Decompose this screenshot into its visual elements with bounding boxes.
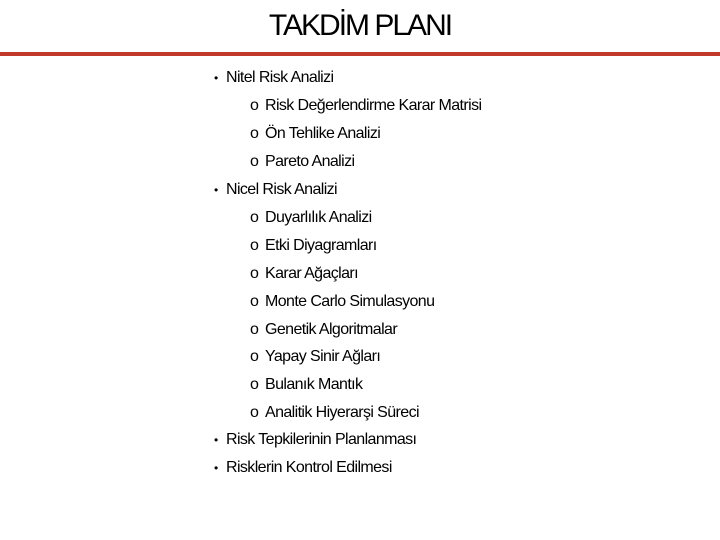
list-item [214, 456, 392, 480]
list-item-text: Nitel Risk Analizi [226, 69, 334, 86]
list-item [250, 345, 380, 369]
list-item-text: Karar Ağaçları [265, 265, 358, 282]
list-item-text: Yapay Sinir Ağları [265, 348, 381, 365]
sub-bullet-marker: o [250, 321, 259, 338]
list-item [250, 122, 380, 146]
list-item [250, 234, 377, 258]
sub-bullet-marker: o [250, 237, 259, 254]
sub-bullet-marker: o [250, 265, 259, 282]
bullet-marker: • [214, 183, 218, 197]
list-item-text: Monte Carlo Simulasyonu [265, 293, 435, 310]
sub-bullet-marker: o [250, 293, 259, 310]
list-item-text: Risk Değerlendirme Karar Matrisi [265, 97, 482, 114]
list-item [250, 373, 362, 397]
list-item [214, 66, 333, 90]
bullet-marker: • [214, 433, 218, 447]
sub-bullet-marker: o [250, 404, 259, 421]
list-item-text: Analitik Hiyerarşi Süreci [265, 404, 419, 421]
list-item-text: Nicel Risk Analizi [226, 181, 338, 198]
list-item-text: Duyarlılık Analizi [265, 209, 372, 226]
sub-bullet-marker: o [250, 97, 259, 114]
list-item [214, 178, 337, 202]
bullet-marker: • [214, 461, 218, 475]
list-item [250, 150, 354, 174]
list-item [250, 318, 397, 342]
list-item [250, 206, 372, 230]
sub-bullet-marker: o [250, 376, 259, 393]
sub-bullet-marker: o [250, 209, 259, 226]
list-item-text: Bulanık Mantık [265, 376, 363, 393]
list-item-text: Ön Tehlike Analizi [265, 125, 381, 142]
list-item-text: Risklerin Kontrol Edilmesi [226, 459, 392, 476]
list-item [250, 262, 358, 286]
list-item-text: Etki Diyagramları [265, 237, 377, 254]
page-title: TAKDİM PLANI [268, 9, 452, 42]
list-item [250, 401, 419, 425]
bullet-marker: • [214, 71, 218, 85]
sub-bullet-marker: o [250, 125, 259, 142]
list-item-text: Risk Tepkilerinin Planlanması [226, 431, 417, 448]
sub-bullet-marker: o [250, 348, 259, 365]
sub-bullet-marker: o [250, 153, 259, 170]
list-item [214, 428, 416, 452]
list-item [250, 290, 434, 314]
list-item-text: Pareto Analizi [265, 153, 355, 170]
list-item [250, 94, 481, 118]
list-item-text: Genetik Algoritmalar [265, 321, 398, 338]
